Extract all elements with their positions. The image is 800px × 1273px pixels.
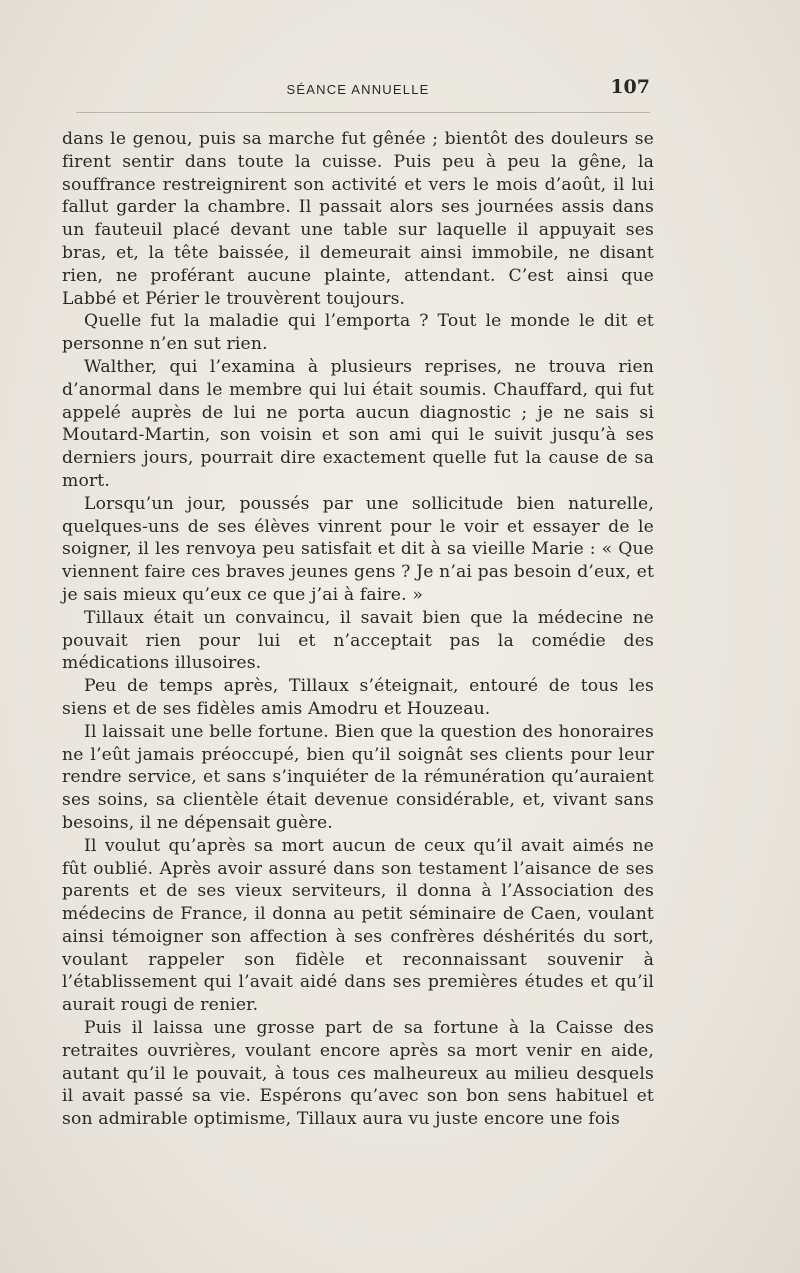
paragraph: Quelle fut la maladie qui l’emporta ? Tout le monde le dit et personne n’en sut rien.	[62, 311, 654, 355]
page-number: 107	[610, 76, 650, 98]
paragraph: Walther, qui l’examina à plusieurs reprises, ne trouva rien d’anormal dans le membre qui lui était soumis. Chauffard, qui fut appelé auprès de lui ne porta aucun diagnostic ; je ne sais si Moutard-Martin, son voisin et son ami qui le suivit jusqu’à ses derniers jours, pourrait dire exactement quelle fut la cause de sa mort.	[62, 356, 654, 491]
paragraph: Lorsqu’un jour, poussés par une sollicitude bien naturelle, quelques-uns de ses élèves vinrent pour le voir et essayer de le soigner, il les renvoya peu satisfait et dit à sa vieille Marie : « Que viennent faire ces braves jeunes gens ? Je n’ai pas besoin d’eux, et je sais mieux qu’eux ce que j’ai à faire. »	[62, 493, 654, 605]
header-rule	[76, 112, 650, 113]
paragraph: Tillaux était un convaincu, il savait bien que la médecine ne pouvait rien pour lui et n’acceptait pas la comédie des médications illusoires.	[62, 607, 654, 674]
running-title: SÉANCE ANNUELLE	[286, 82, 430, 97]
paragraph: Il voulut qu’après sa mort aucun de ceux qu’il avait aimés ne fût oublié. Après avoir assuré dans son testament l’aisance de ses parents et de ses vieux serviteurs, il donna à l’Association des médecins de France, il donna au petit séminaire de Caen, voulant ainsi témoigner son affection à ses confrères déshérités du sort, voulant rappeler son fidèle et reconnaissant souvenir à l’établissement qui l’avait aidé dans ses premières études et qu’il aurait rougi de renier.	[62, 835, 654, 1016]
body-text	[62, 128, 654, 1131]
paragraph-continuation: dans le genou, puis sa marche fut gênée ; bientôt des douleurs se firent sentir dans toute la cuisse. Puis peu à peu la gêne, la souffrance restreignirent son activité et vers le mois d’août, il lui fallut garder la chambre. Il passait alors ses journées assis dans un fauteuil placé devant une table sur laquelle il appuyait ses bras, et, la tête baissée, il demeurait ainsi immobile, ne disant rien, ne proférant aucune plainte, attendant. C’est ainsi que Labbé et Périer le trouvèrent toujours.	[62, 129, 654, 309]
paragraph: Peu de temps après, Tillaux s’éteignait, entouré de tous les siens et de ses fidèles amis Amodru et Houzeau.	[62, 676, 654, 719]
paragraph: Puis il laissa une grosse part de sa fortune à la Caisse des retraites ouvrières, voulant encore après sa mort venir en aide, autant qu’il le pouvait, à tous ces malheureux au milieu desquels il avait passé sa vie. Espérons qu’avec son bon sens habituel et son admirable optimisme, Tillaux aura vu juste encore une fois	[62, 1018, 654, 1130]
running-header	[62, 76, 654, 100]
paragraph: Il laissait une belle fortune. Bien que la question des honoraires ne l’eût jamais préoccupé, bien qu’il soignât ses clients pour leur rendre service, et sans s’inquiéter de la rémunération qu’auraient ses soins, sa clientèle était devenue considérable, et, vivant sans besoins, il ne dépensait guère.	[62, 721, 654, 833]
